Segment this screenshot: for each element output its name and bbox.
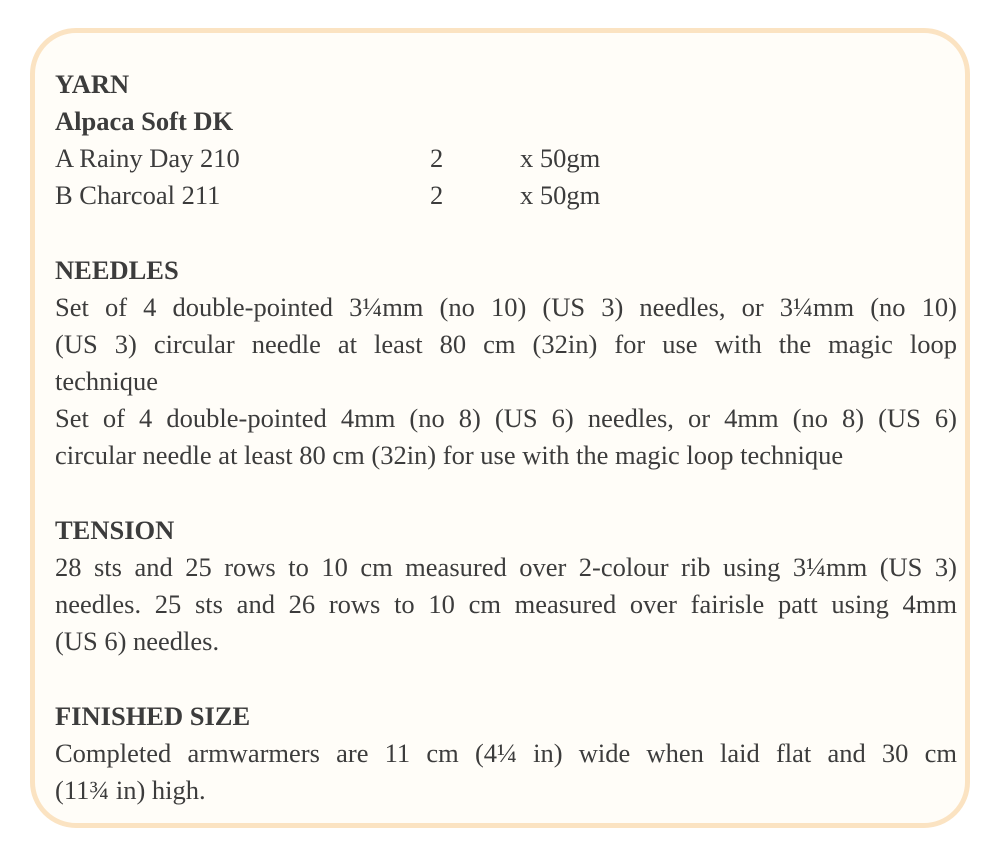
- tension-text: (US 6) needles.: [55, 626, 220, 656]
- needles-text: Set of 4 double-pointed 3¼mm (no 10) (US 3) needles, or 3¼mm (no 10): [55, 292, 957, 322]
- needles-line: [55, 326, 957, 363]
- needles-line: [55, 289, 957, 326]
- tension-line: [55, 623, 957, 660]
- tension-text: 28 sts and 25 rows to 10 cm measured over 2-colour rib using 3¼mm (US 3): [55, 552, 957, 582]
- tension-section: [55, 512, 957, 660]
- tension-text: needles. 25 sts and 26 rows to 10 cm measured over fairisle patt using 4mm: [55, 589, 957, 619]
- tension-line: [55, 549, 957, 586]
- needles-text: Set of 4 double-pointed 4mm (no 8) (US 6) needles, or 4mm (no 8) (US 6): [55, 403, 957, 433]
- needles-line: [55, 437, 957, 474]
- yarn-row-b: [55, 177, 957, 214]
- needles-heading: NEEDLES: [55, 255, 179, 285]
- pattern-info-content: [55, 66, 957, 847]
- yarn-quantity: 2: [430, 180, 444, 210]
- finished-size-section: [55, 698, 957, 809]
- needles-text: technique: [55, 366, 159, 396]
- yarn-colour-name: B Charcoal 211: [55, 180, 221, 210]
- finished-size-heading: FINISHED SIZE: [55, 701, 251, 731]
- needles-line: [55, 363, 957, 400]
- finished-size-text: (11¾ in) high.: [55, 775, 206, 805]
- yarn-row-a: [55, 140, 957, 177]
- needles-line: [55, 400, 957, 437]
- yarn-product-name: Alpaca Soft DK: [55, 106, 234, 136]
- needles-text: (US 3) circular needle at least 80 cm (32in) for use with the magic loop: [55, 329, 957, 359]
- finished-size-text: Completed armwarmers are 11 cm (4¼ in) wide when laid flat and 30 cm: [55, 738, 957, 768]
- finished-size-line: [55, 772, 957, 809]
- needles-section: [55, 252, 957, 474]
- finished-size-line: [55, 735, 957, 772]
- yarn-unit: x 50gm: [520, 143, 601, 173]
- yarn-colour-name: A Rainy Day 210: [55, 143, 240, 173]
- yarn-section: [55, 66, 957, 214]
- tension-line: [55, 586, 957, 623]
- needles-text: circular needle at least 80 cm (32in) for use with the magic loop technique: [55, 440, 844, 470]
- yarn-unit: x 50gm: [520, 180, 601, 210]
- yarn-quantity: 2: [430, 143, 444, 173]
- tension-heading: TENSION: [55, 515, 175, 545]
- yarn-heading: YARN: [55, 69, 130, 99]
